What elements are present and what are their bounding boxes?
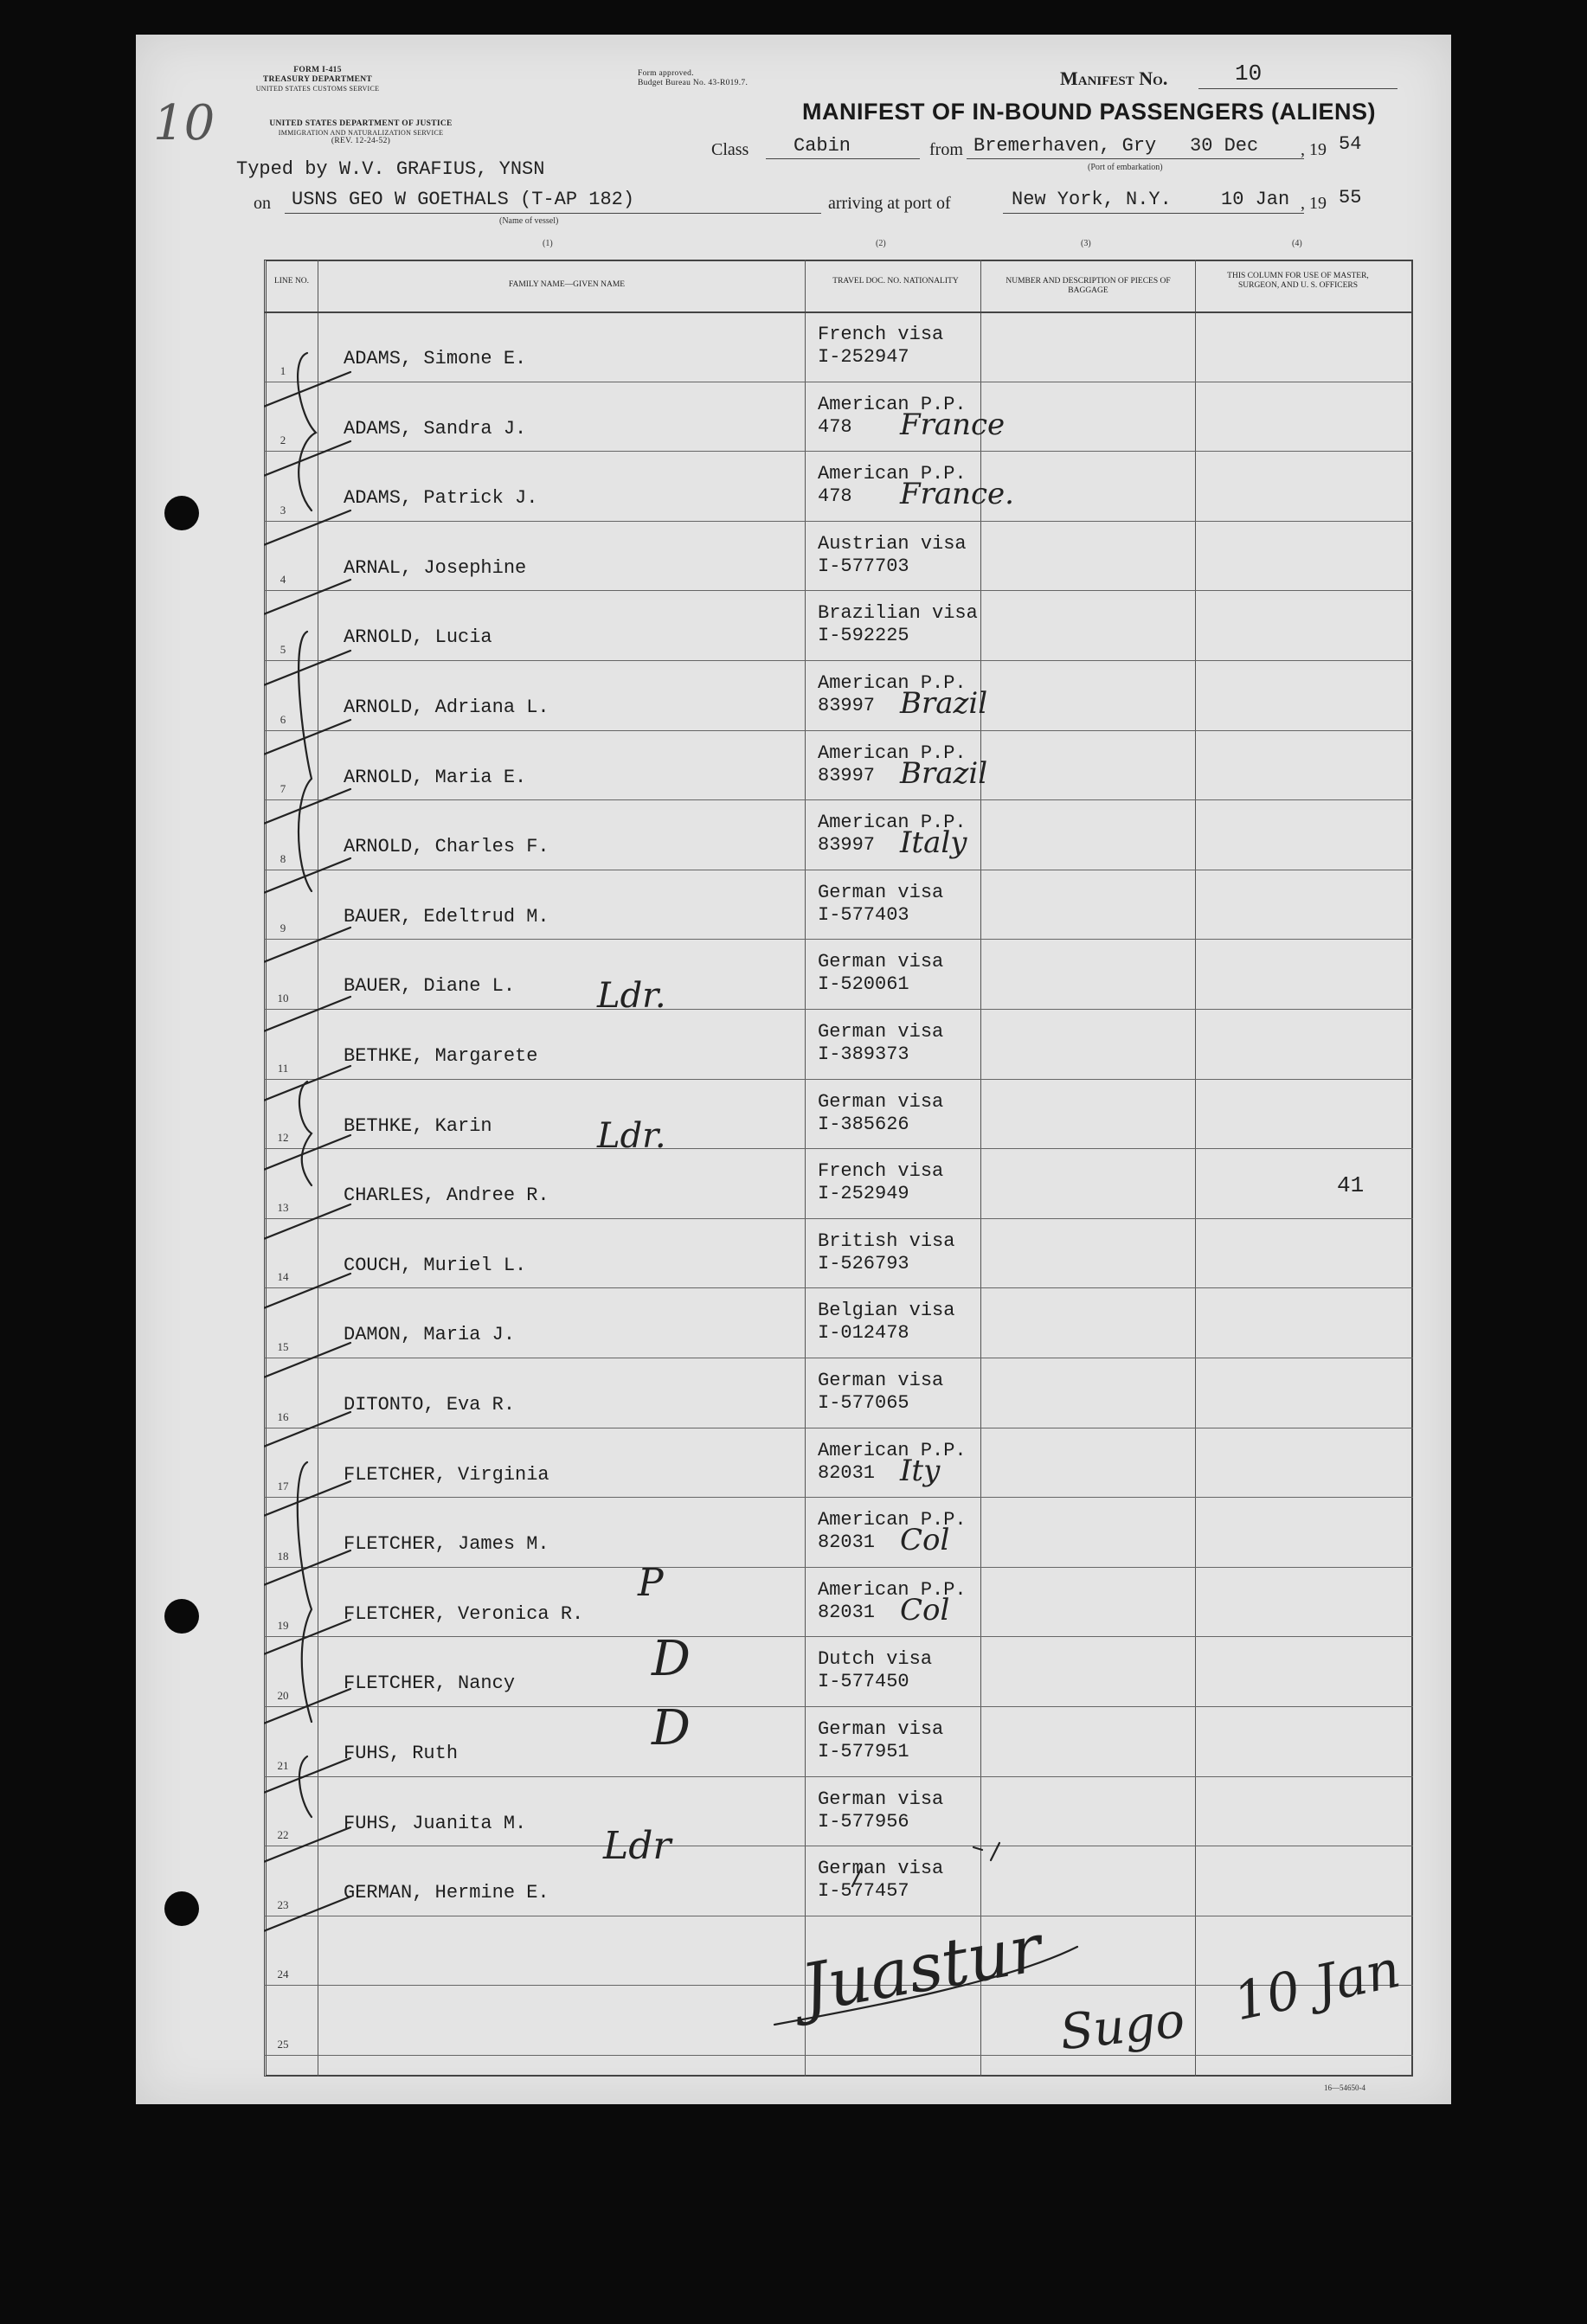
line-number: 2 (279, 433, 286, 447)
line-number: 3 (279, 503, 286, 517)
line-number: 9 (279, 921, 286, 935)
form-no: FORM I-415 (293, 66, 342, 74)
passenger-name: ARNOLD, Adriana L. (344, 697, 549, 718)
passenger-name: FLETCHER, Nancy (344, 1672, 516, 1695)
travel-doc-type: Brazilian visa (818, 602, 978, 625)
travel-doc-number: 82031 (818, 1531, 876, 1554)
passenger-name: BAUER, Edeltrud M. (344, 905, 549, 928)
line-number: 21 (277, 1758, 289, 1772)
travel-doc-type: German visa (818, 1370, 944, 1391)
travel-doc-number: I-012478 (818, 1322, 909, 1345)
col-line-no: LINE NO. (273, 277, 310, 286)
check-marks (264, 260, 1413, 2077)
officer-note: 41 (1337, 1172, 1365, 1198)
handwritten-nationality: Col (900, 1592, 950, 1627)
travel-doc-type: German visa (818, 951, 944, 973)
line-number: 14 (277, 1270, 289, 1284)
passenger-name: ARNOLD, Charles F. (344, 836, 549, 858)
travel-doc-number: I-252949 (818, 1183, 909, 1205)
travel-doc-type: Austrian visa (818, 532, 967, 555)
footer-code: 16—54650-4 (1324, 2083, 1365, 2092)
arriving-date: 10 Jan (1221, 189, 1290, 210)
line-number: 16 (277, 1409, 289, 1423)
passenger-name: FUHS, Ruth (344, 1743, 459, 1764)
travel-doc-number: I-592225 (818, 625, 909, 647)
typed-by: Typed by W.V. GRAFIUS, YNSN (236, 158, 545, 180)
travel-doc-type: Belgian visa (818, 1300, 955, 1322)
passenger-table (264, 260, 1413, 2077)
vessel-caption: (Name of vessel) (499, 216, 559, 226)
line-number: 10 (277, 991, 289, 1005)
passenger-name: ADAMS, Sandra J. (344, 417, 527, 440)
passenger-name: ADAMS, Simone E. (344, 348, 527, 369)
travel-doc-type: American P.P. (818, 1578, 967, 1601)
arriving-year: 55 (1339, 187, 1362, 209)
travel-doc-type: American P.P. (818, 741, 967, 764)
travel-doc-number: 83997 (818, 834, 876, 857)
line-number: 17 (277, 1480, 289, 1493)
travel-doc-type: German visa (818, 881, 944, 903)
travel-doc-type: German visa (818, 1090, 944, 1113)
travel-doc-number: I-577703 (818, 555, 909, 577)
line-number: 20 (277, 1688, 289, 1702)
travel-doc-number: I-520061 (818, 973, 909, 996)
manifest-sheet (136, 35, 1451, 2104)
colnum-2: (2) (876, 239, 886, 248)
passenger-name: FLETCHER, James M. (344, 1533, 549, 1556)
line-number: 24 (277, 1968, 289, 1981)
line-number: 18 (277, 1549, 289, 1563)
passenger-name: COUCH, Muriel L. (344, 1254, 527, 1276)
travel-doc-number: I-577403 (818, 903, 909, 926)
line-number: 13 (277, 1200, 289, 1214)
col-officers: THIS COLUMN FOR USE OF MASTER, SURGEON, AND U. S. OFFICERS (1227, 272, 1369, 291)
signature-second: Sugo (1057, 1992, 1188, 2062)
margin-note: 10 (153, 95, 215, 151)
signature: Juastur (795, 1909, 1048, 2027)
travel-doc-type: German visa (818, 1021, 944, 1043)
travel-doc-number: I-577457 (818, 1880, 909, 1903)
from-year: 54 (1339, 133, 1362, 155)
travel-doc-type: French visa (818, 324, 944, 345)
arriving-port: New York, N.Y. (1012, 189, 1172, 210)
travel-doc-type: British visa (818, 1229, 955, 1252)
mark-row-20: D (652, 1700, 691, 1756)
passenger-name: BETHKE, Margarete (344, 1045, 538, 1067)
travel-doc-number: I-385626 (818, 1113, 909, 1135)
passenger-name: BAUER, Diane L. (344, 975, 516, 998)
mark-row-19: D (652, 1631, 691, 1687)
form-rev: (REV. 12-24-52) (331, 137, 391, 146)
form-approved-block (638, 69, 802, 88)
travel-doc-type: American P.P. (818, 393, 967, 415)
passenger-name: ARNAL, Josephine (344, 556, 527, 579)
col-travel-doc: TRAVEL DOC. NO. NATIONALITY (832, 277, 959, 286)
travel-doc-type: German visa (818, 1858, 944, 1880)
passenger-name: ARNOLD, Maria E. (344, 766, 527, 788)
travel-doc-type: German visa (818, 1718, 944, 1740)
passenger-name: GERMAN, Hermine E. (344, 1882, 549, 1904)
page-title: MANIFEST OF IN-BOUND PASSENGERS (ALIENS) (802, 99, 1377, 125)
travel-doc-number: I-577956 (818, 1810, 909, 1833)
line-number: 25 (277, 2037, 289, 2051)
dept-justice-sub: IMMIGRATION AND NATURALIZATION SERVICE (278, 128, 444, 137)
passenger-name: FLETCHER, Virginia (344, 1463, 549, 1486)
travel-doc-number: I-577450 (818, 1671, 909, 1693)
col-baggage: NUMBER AND DESCRIPTION OF PIECES OF BAGGAGE (1006, 277, 1171, 296)
dept-treasury-sub: UNITED STATES CUSTOMS SERVICE (255, 84, 380, 93)
vessel-name: USNS GEO W GOETHALS (T-AP 182) (292, 189, 635, 210)
travel-doc-number: I-389373 (818, 1043, 909, 1065)
passenger-name: DITONTO, Eva R. (344, 1394, 516, 1416)
col-name: FAMILY NAME—GIVEN NAME (508, 280, 626, 289)
travel-doc-number: 82031 (818, 1601, 876, 1623)
punch-hole (164, 496, 199, 530)
line-number: 6 (279, 712, 286, 726)
dept-justice: UNITED STATES DEPARTMENT OF JUSTICE (269, 119, 453, 128)
mark-row-18: P (638, 1561, 664, 1605)
travel-doc-number: 478 (818, 415, 852, 438)
line-number: 19 (277, 1619, 289, 1633)
line-number: 12 (277, 1131, 289, 1145)
handwritten-nationality: France (900, 407, 1006, 442)
travel-doc-type: Dutch visa (818, 1648, 933, 1671)
embark-caption: (Port of embarkation) (1088, 163, 1163, 172)
from-label: from (929, 140, 963, 159)
colnum-1: (1) (543, 239, 553, 248)
travel-doc-number: 83997 (818, 695, 876, 716)
manifest-no-value: 10 (1235, 61, 1263, 87)
line-number: 7 (279, 782, 286, 796)
travel-doc-type: American P.P. (818, 1439, 967, 1461)
line-number: 1 (279, 363, 286, 377)
travel-doc-number: I-577951 (818, 1741, 909, 1762)
colnum-4: (4) (1292, 239, 1302, 248)
travel-doc-type: German visa (818, 1788, 944, 1810)
travel-doc-number: 478 (818, 485, 852, 508)
class-label: Class (711, 140, 749, 159)
signature-date: 10 Jan (1228, 1938, 1406, 2033)
arriving-year-prefix: , 19 (1301, 194, 1327, 213)
travel-doc-number: 83997 (818, 764, 876, 786)
passenger-name: FUHS, Juanita M. (344, 1812, 527, 1834)
travel-doc-type: American P.P. (818, 672, 967, 694)
handwritten-nationality: Brazil (900, 755, 988, 791)
passenger-name: DAMON, Maria J. (344, 1324, 516, 1346)
line-number: 8 (279, 851, 286, 865)
form-approved: Form approved. (638, 69, 694, 78)
passenger-name: ARNOLD, Lucia (344, 626, 492, 649)
mark-row-10: Ldr. (597, 976, 666, 1016)
handwritten-nationality: Brazil (900, 686, 988, 721)
line-number: 23 (277, 1897, 289, 1911)
mark-row-12: Ldr. (597, 1116, 666, 1156)
class-value: Cabin (794, 135, 851, 157)
handwritten-nationality: Italy (900, 825, 967, 861)
budget-bureau: Budget Bureau No. 43-R019.7. (638, 78, 749, 87)
line-number: 11 (277, 1061, 289, 1075)
colnum-3: (3) (1081, 239, 1091, 248)
from-date: 30 Dec (1190, 135, 1259, 157)
from-port: Bremerhaven, Gry (973, 135, 1157, 157)
dept-justice-block (248, 119, 473, 146)
from-year-prefix: , 19 (1301, 140, 1327, 159)
line-number: 4 (279, 573, 286, 587)
travel-doc-type: French visa (818, 1160, 944, 1183)
travel-doc-number: I-252947 (818, 346, 909, 368)
line-number: 15 (277, 1339, 289, 1353)
arriving-label: arriving at port of (828, 194, 951, 213)
travel-doc-type: American P.P. (818, 812, 967, 834)
form-number (248, 66, 387, 93)
passenger-name: FLETCHER, Veronica R. (344, 1602, 584, 1625)
handwritten-nationality: France. (900, 477, 1014, 512)
on-label: on (254, 194, 271, 213)
passenger-name: CHARLES, Andree R. (344, 1184, 549, 1207)
handwritten-nationality: Col (900, 1523, 950, 1558)
travel-doc-number: I-526793 (818, 1252, 909, 1274)
travel-doc-number: 82031 (818, 1461, 876, 1484)
travel-doc-number: I-577065 (818, 1392, 909, 1414)
line-number: 5 (279, 642, 286, 656)
travel-doc-type: American P.P. (818, 463, 967, 485)
manifest-no-label: Manifest No. (1060, 67, 1168, 89)
punch-hole (164, 1891, 199, 1926)
mark-row-22: Ldr (603, 1824, 671, 1868)
dept-treasury: TREASURY DEPARTMENT (262, 74, 373, 84)
passenger-name: BETHKE, Karin (344, 1114, 492, 1137)
passenger-name: ADAMS, Patrick J. (344, 487, 538, 510)
handwritten-nationality: Ity (900, 1453, 941, 1488)
line-number: 22 (277, 1828, 289, 1842)
travel-doc-type: American P.P. (818, 1509, 967, 1531)
punch-hole (164, 1599, 199, 1634)
